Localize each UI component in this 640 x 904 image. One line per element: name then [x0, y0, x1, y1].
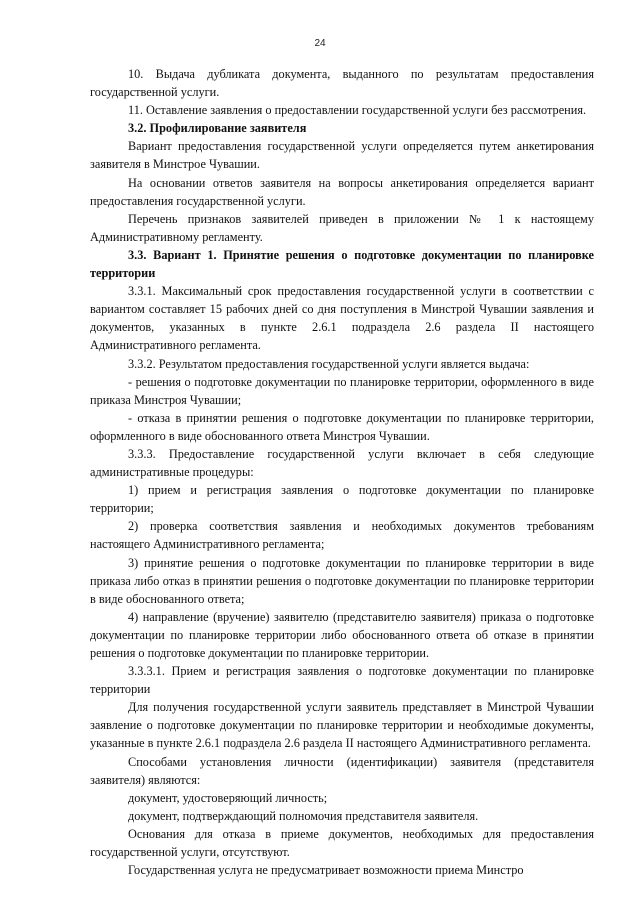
list-item: документ, удостоверяющий личность;	[128, 790, 328, 805]
paragraph: Для получения государственной услуги заявитель представляет в Минстрой Чувашии заявление о подготовке документации по планировке территории и необходимые документы, указанные в пункте 2.6.1 подраздела 2.6 раздела II настоящего Административного регламента.	[90, 700, 594, 751]
document-body	[90, 65, 594, 879]
page-number: 24	[314, 38, 326, 49]
paragraph-item-10: 10. Выдача дубликата документа, выданного по результатам предоставления государственной услуги.	[90, 67, 594, 100]
list-item: 3) принятие решения о подготовке документации по планировке территории в виде приказа либо отказ в принятии решения о подготовке документации по планировке территории в виде обоснованного ответа;	[90, 555, 594, 606]
paragraph: Государственная услуга не предусматривает возможности приема Минстро	[128, 863, 524, 878]
paragraph: Способами установления личности (идентификации) заявителя (представителя заявителя) являются:	[90, 754, 594, 787]
paragraph: На основании ответов заявителя на вопросы анкетирования определяется вариант предоставления государственной услуги.	[90, 175, 594, 208]
list-item: - решения о подготовке документации по планировке территории, оформленного в виде приказа Минстроя Чувашии;	[90, 374, 594, 407]
paragraph-3-3-1: 3.3.1. Максимальный срок предоставления государственной услуги в соответствии с вариантом составляет 15 рабочих дней со дня поступления в Минстрой Чувашии заявления и документов, указанных в пункте 2.6.1 подраздела 2.6 раздела II настоящего Административного регламента.	[90, 284, 594, 353]
paragraph-item-11: 11. Оставление заявления о предоставлении государственной услуги без рассмотрения.	[128, 103, 587, 118]
list-item: 1) прием и регистрация заявления о подготовке документации по планировке территории;	[90, 483, 594, 516]
paragraph-3-3-3: 3.3.3. Предоставление государственной услуги включает в себя следующие административные процедуры:	[90, 446, 594, 480]
list-item: 4) направление (вручение) заявителю (представителю заявителя) приказа о подготовке документации по планировке территории либо обоснованного ответа об отказе в принятии решения о подготовке документации по планировке территории.	[90, 609, 594, 660]
list-item: - отказа в принятии решения о подготовке документации по планировке территории, оформленного в виде обоснованного ответа Минстроя Чувашии.	[90, 410, 594, 443]
section-heading-3-2: 3.2. Профилирование заявителя	[128, 121, 307, 136]
list-item: 2) проверка соответствия заявления и необходимых документов требованиям настоящего Административного регламента;	[90, 519, 594, 552]
section-heading-3-3: 3.3. Вариант 1. Принятие решения о подготовке документации по планировке территории	[90, 247, 594, 281]
paragraph-3-3-3-1: 3.3.3.1. Прием и регистрация заявления о подготовке документации по планировке территории	[90, 664, 594, 697]
paragraph-3-3-2: 3.3.2. Результатом предоставления государственной услуги является выдача:	[128, 356, 530, 371]
list-item: документ, подтверждающий полномочия представителя заявителя.	[128, 808, 479, 823]
paragraph: Перечень признаков заявителей приведен в приложении № 1 к настоящему Административному регламенту.	[90, 211, 594, 244]
paragraph: Вариант предоставления государственной услуги определяется путем анкетирования заявителя в Минстрое Чувашии.	[90, 139, 594, 172]
paragraph: Основания для отказа в приеме документов, необходимых для предоставления государственной услуги, отсутствуют.	[90, 826, 594, 860]
